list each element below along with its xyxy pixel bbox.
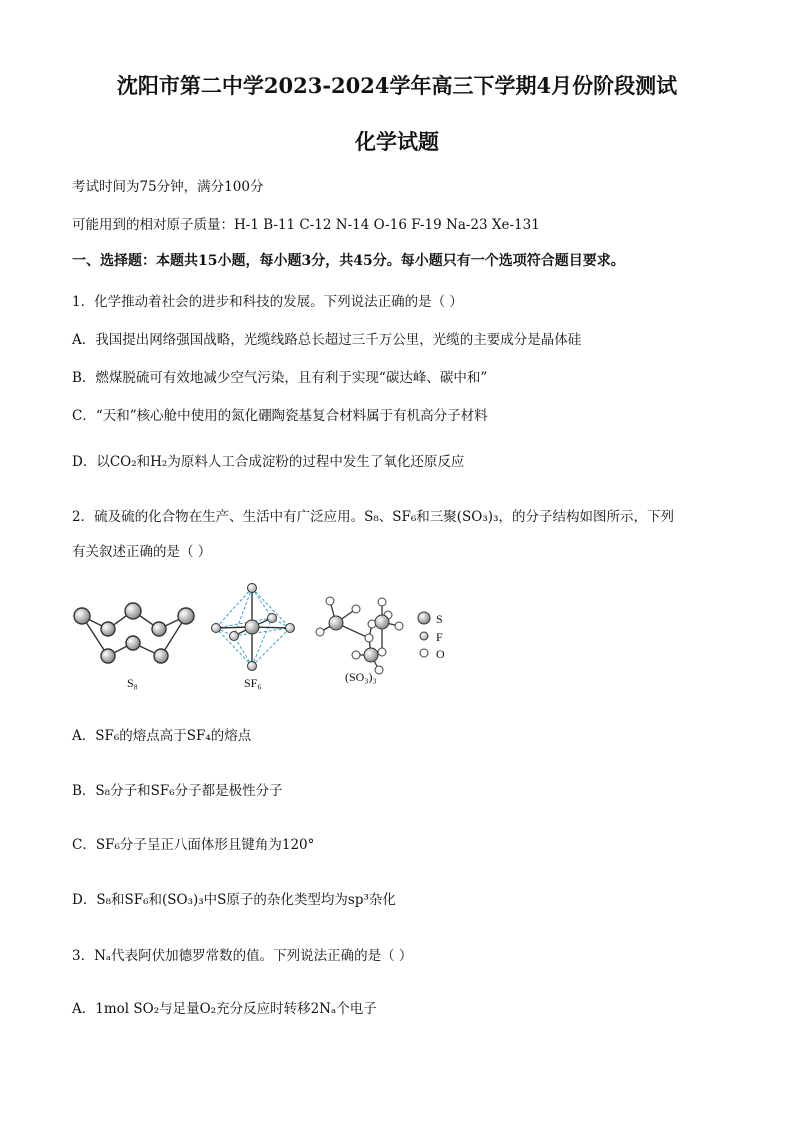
q1-option-a: A．我国提出网络强国战略，光缆线路总长超过三千万公里，光缆的主要成分是晶体硅: [72, 332, 582, 348]
atomic-mass: 可能用到的相对原子质量：H-1 B-11 C-12 N-14 O-16 F-19 Na-23 Xe-131: [72, 217, 540, 233]
q2-option-d: D．S₈和SF₆和(SO₃)₃中S原子的杂化类型均为sp³杂化: [72, 892, 396, 908]
molecule-figure: [66, 580, 466, 695]
s8-molecule: [74, 603, 194, 663]
q2-option-b: B．S₈分子和SF₆分子都是极性分子: [72, 783, 283, 799]
figure-legend: [418, 612, 430, 657]
so3-label: (SO₃)₃: [345, 670, 377, 684]
page-subtitle: 化学试题: [355, 129, 439, 154]
q3-option-a: A．1mol SO₂与足量O₂充分反应时转移2Nₐ个电子: [72, 1001, 377, 1017]
legend-o-label: O: [436, 647, 445, 661]
q2-option-a: A．SF₆的熔点高于SF₄的熔点: [72, 728, 252, 744]
q2-stem-line2: 有关叙述正确的是（ ）: [72, 544, 212, 560]
legend-s-label: S: [436, 612, 443, 626]
section-heading: 一、选择题：本题共15小题，每小题3分，共45分。每小题只有一个选项符合题目要求。: [72, 253, 625, 269]
q1-stem: 1．化学推动着社会的进步和科技的发展。下列说法正确的是（ ）: [72, 294, 463, 310]
exam-time: 考试时间为75分钟，满分100分: [72, 179, 264, 195]
q2-stem-line1: 2．硫及硫的化合物在生产、生活中有广泛应用。S₈、SF₆和三聚(SO₃)₃，的分子结构如图所示，下列: [72, 509, 674, 525]
q1-option-d: D．以CO₂和H₂为原料人工合成淀粉的过程中发生了氧化还原反应: [72, 454, 465, 470]
legend-f-label: F: [436, 630, 443, 644]
page-title: 沈阳市第二中学2023-2024学年高三下学期4月份阶段测试: [116, 73, 678, 98]
so3-trimer-molecule: [316, 597, 403, 674]
sf6-label: SF₆: [244, 676, 262, 690]
q1-option-c: C．“天和”核心舱中使用的氮化硼陶瓷基复合材料属于有机高分子材料: [72, 408, 488, 424]
q1-option-b: B．燃煤脱硫可有效地减少空气污染，且有利于实现“碳达峰、碳中和”: [72, 370, 488, 386]
sf6-molecule: [212, 584, 295, 671]
s8-label: S₈: [127, 676, 138, 690]
q3-stem: 3．Nₐ代表阿伏加德罗常数的值。下列说法正确的是（ ）: [72, 948, 413, 964]
q2-option-c: C．SF₆分子呈正八面体形且键角为120°: [72, 837, 315, 853]
